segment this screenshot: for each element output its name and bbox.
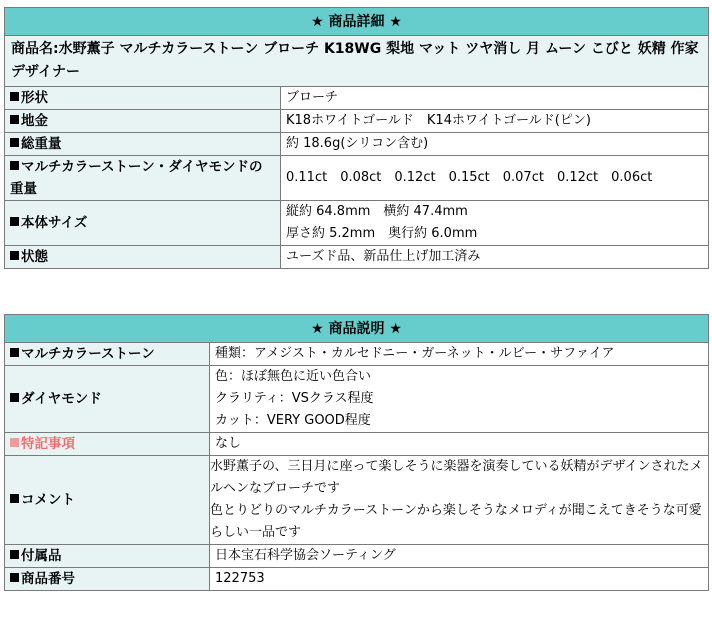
table-row — [5, 156, 709, 201]
row-value: K18ホワイトゴールド K14ホワイトゴールド(ピン) — [286, 113, 591, 128]
square-bullet-icon — [10, 138, 19, 147]
product-details-table — [4, 7, 709, 269]
table-row — [5, 110, 709, 133]
product-description-table — [4, 314, 709, 591]
table-row — [5, 433, 709, 456]
square-bullet-icon — [10, 251, 19, 260]
row-value: 種類：アメジスト・カルセドニー・ガーネット・ルビー・サファイア — [215, 346, 615, 361]
square-bullet-icon — [10, 92, 19, 101]
table-row — [5, 343, 709, 366]
row-label: マルチカラーストーン・ダイヤモンドの重量 — [10, 159, 263, 197]
square-bullet-icon — [10, 573, 19, 582]
table-row — [5, 201, 709, 246]
table-row — [5, 87, 709, 110]
description-header: ★ 商品説明 ★ — [5, 315, 709, 343]
row-label: 商品番号 — [21, 571, 75, 587]
row-value: 厚さ約 5.2mm 奥行約 6.0mm — [286, 226, 478, 241]
row-label: 本体サイズ — [21, 215, 88, 231]
square-bullet-icon — [10, 348, 19, 357]
row-label: 形状 — [21, 90, 48, 106]
square-bullet-icon — [10, 217, 19, 226]
row-value: 0.11ct 0.08ct 0.12ct 0.15ct 0.07ct 0.12ct 0.06ct — [286, 170, 653, 185]
comment-text: 色とりどりのマルチカラーストーンから楽しそうなメロディが聞こえてきそうな可愛らしい一品です — [210, 503, 702, 540]
row-value: 縦約 64.8mm 横約 47.4mm — [286, 204, 468, 219]
row-label: 総重量 — [21, 136, 62, 152]
table-row — [5, 366, 709, 433]
square-bullet-icon — [10, 438, 19, 447]
row-value: クラリティ：VSクラス程度 — [215, 391, 374, 406]
row-value: カット：VERY GOOD程度 — [215, 413, 371, 428]
row-label: コメント — [21, 492, 75, 508]
table-row — [5, 456, 709, 545]
square-bullet-icon — [10, 393, 19, 402]
table-row — [5, 133, 709, 156]
table-row — [5, 568, 709, 591]
row-label: 状態 — [21, 249, 48, 265]
row-value: なし — [215, 436, 242, 451]
square-bullet-icon — [10, 494, 19, 503]
row-value: 日本宝石科学協会ソーティング — [215, 548, 396, 563]
square-bullet-icon — [10, 161, 19, 170]
row-label: 地金 — [21, 113, 48, 129]
square-bullet-icon — [10, 115, 19, 124]
details-header: ★ 商品詳細 ★ — [5, 8, 709, 36]
comment-text: 水野薫子の、三日月に座って楽しそうに楽器を演奏している妖精がデザインされたメルヘンなブローチです — [210, 459, 703, 496]
table-row — [5, 545, 709, 568]
row-label: ダイヤモンド — [21, 391, 102, 407]
square-bullet-icon — [10, 550, 19, 559]
row-value: 色：ほぼ無色に近い色合い — [215, 369, 372, 384]
product-name: 商品名:水野薫子 マルチカラーストーン ブローチ K18WG 梨地 マット ツヤ消し 月 ムーン こびと 妖精 作家 デザイナー — [5, 36, 709, 87]
row-value: 約 18.6g(シリコン含む) — [286, 136, 429, 151]
row-label: 付属品 — [21, 548, 62, 564]
table-row — [5, 246, 709, 269]
row-label-highlight: 特記事項 — [21, 436, 75, 452]
row-label: マルチカラーストーン — [21, 346, 155, 362]
row-value: ブローチ — [286, 90, 339, 105]
row-value: 122753 — [215, 571, 265, 586]
row-value: ユーズド品、新品仕上げ加工済み — [286, 249, 481, 264]
